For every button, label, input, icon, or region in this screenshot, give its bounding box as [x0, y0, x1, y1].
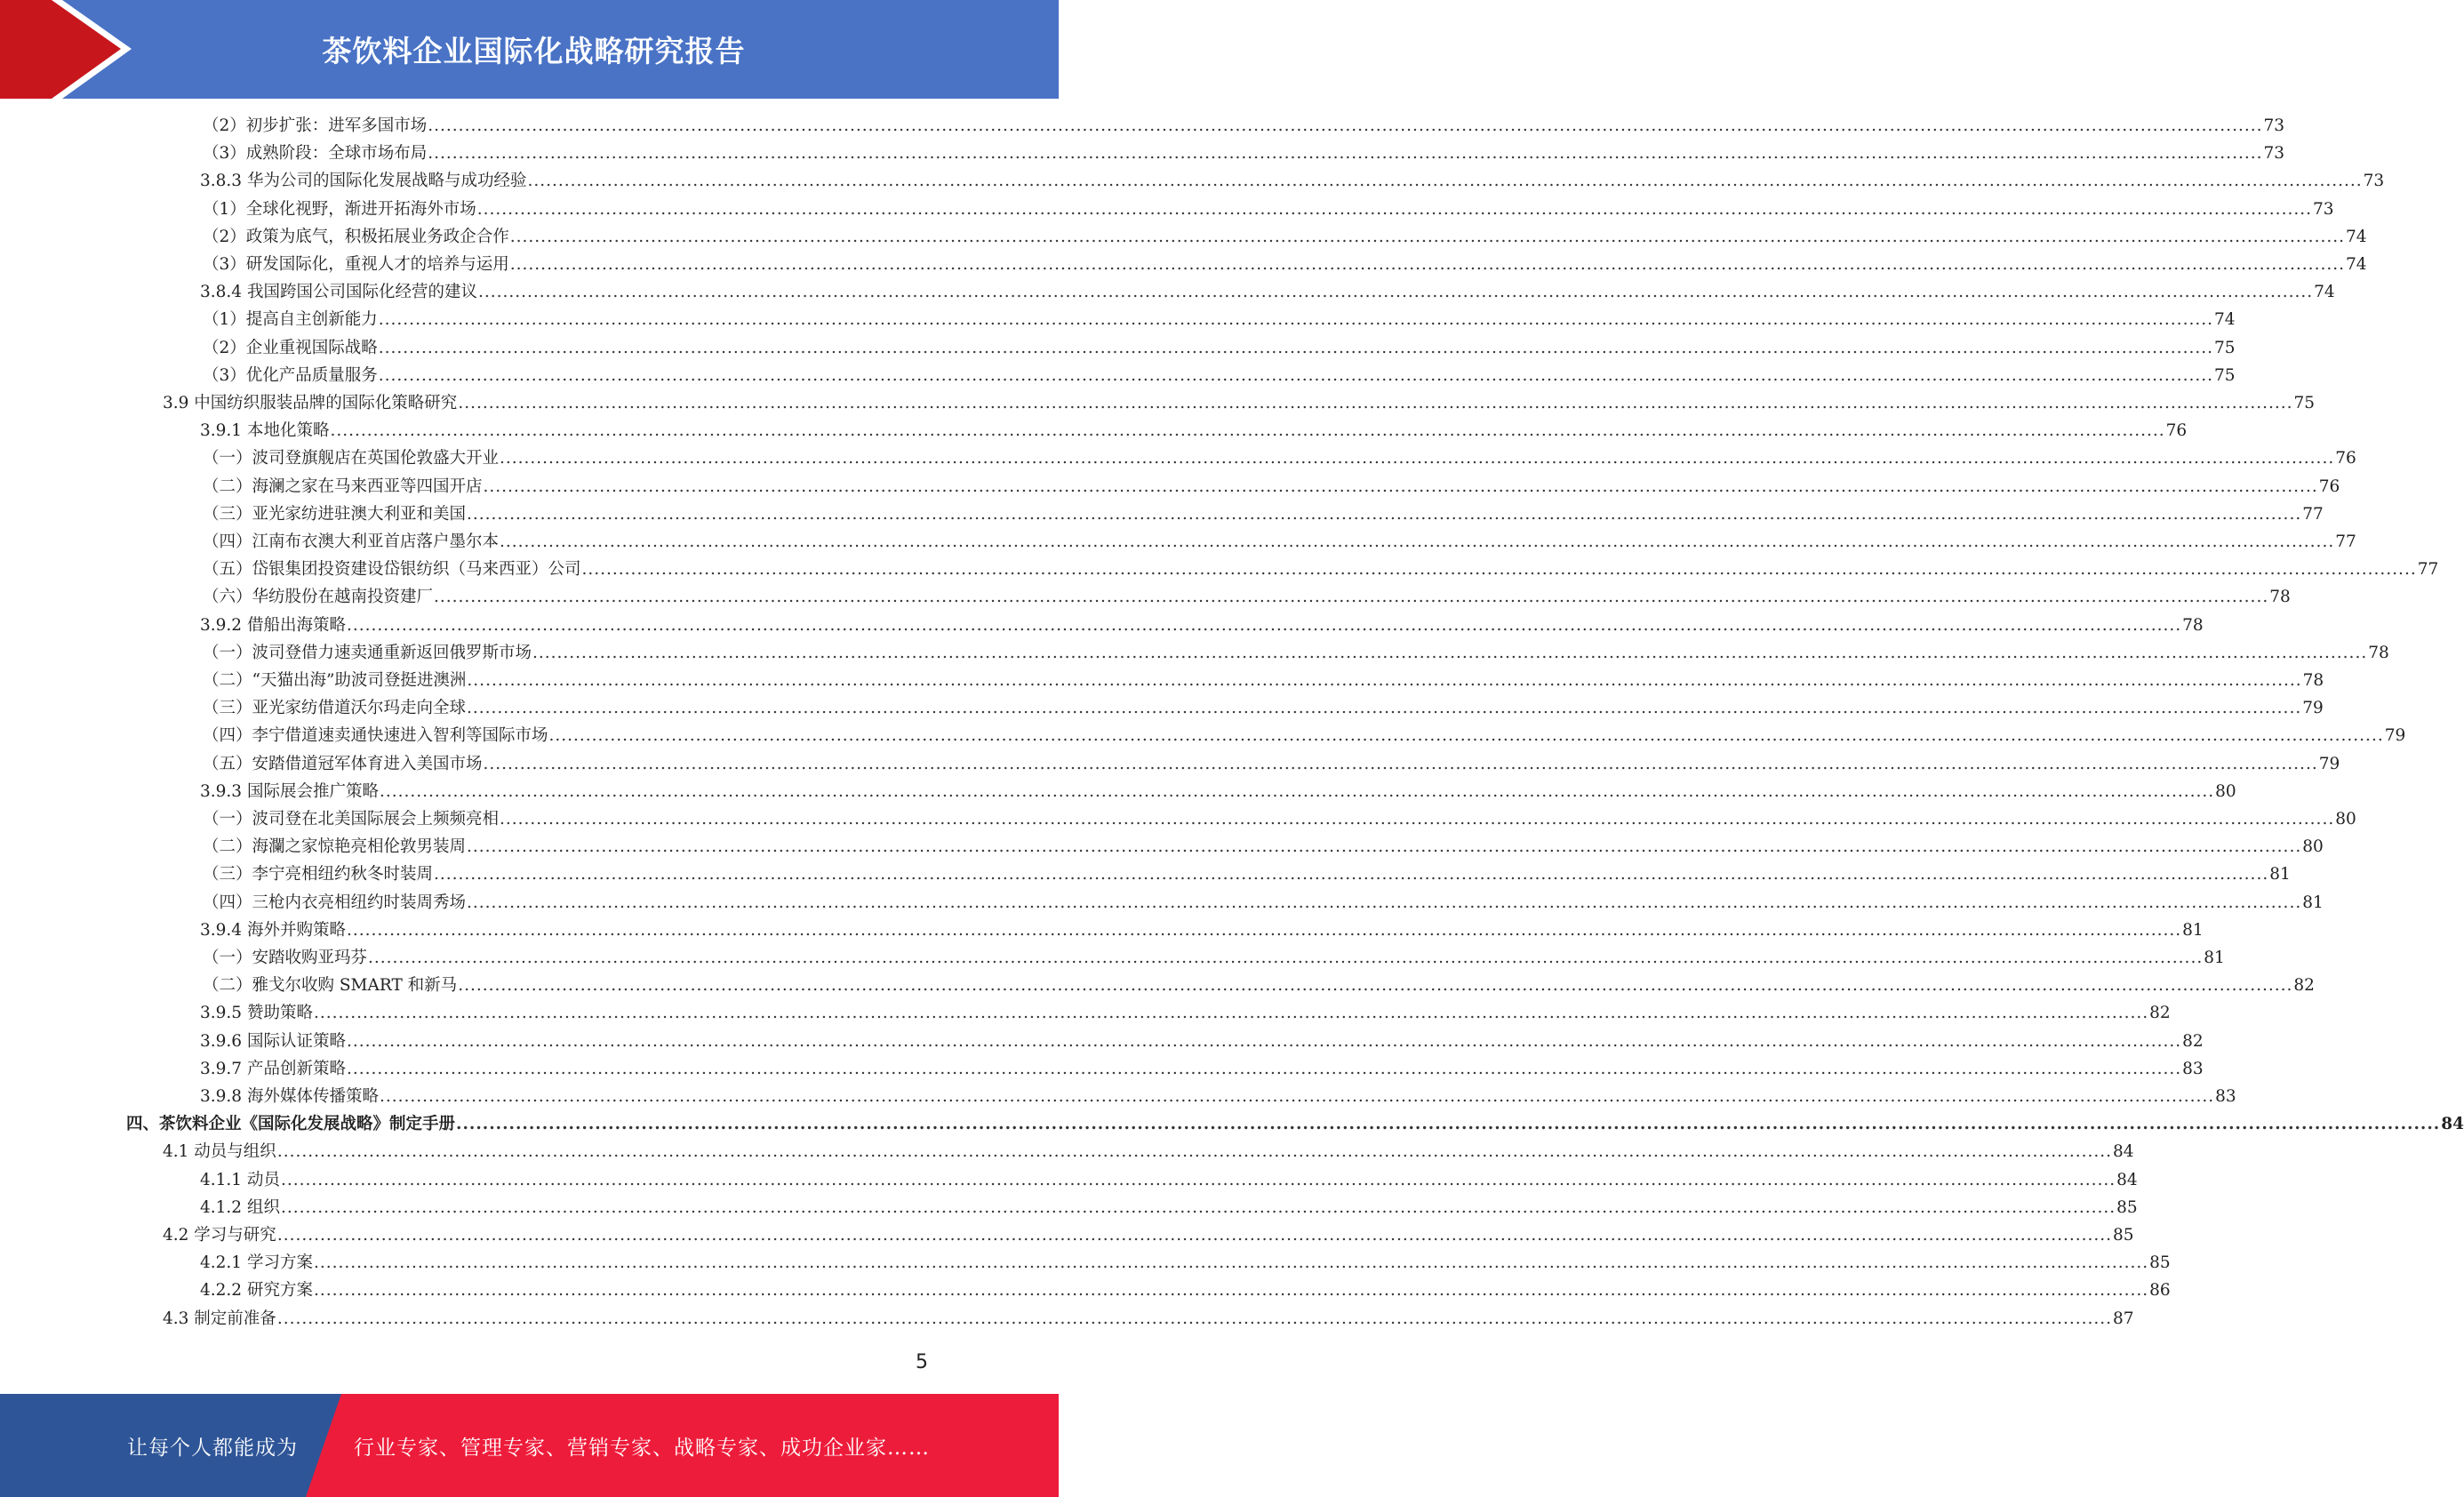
toc-leader-dots: ............................................................................................................................................................................................................................................................................................................: [477, 283, 2314, 301]
toc-leader-dots: ............................................................................................................................................................................................................................................................................................................: [313, 1004, 2149, 1022]
toc-leader-dots: ............................................................................................................................................................................................................................................................................................................: [346, 1032, 2182, 1051]
toc-leader-dots: ............................................................................................................................................................................................................................................................................................................: [330, 421, 2165, 440]
toc-entry-label: （六）华纺股份在越南投资建厂: [203, 588, 434, 606]
toc-leader-dots: ............................................................................................................................................................................................................................................................................................................: [532, 644, 2368, 662]
toc-entry-label: 3.9.5 赞助策略: [200, 1004, 313, 1022]
toc-entry-page: 86: [2149, 1281, 2171, 1300]
toc-entry-page: 80: [2215, 782, 2236, 801]
toc-entry-page: 75: [2213, 366, 2236, 385]
toc-entry[interactable]: [203, 834, 2324, 861]
toc-entry-label: （2）政策为底气，积极拓展业务政企合作: [203, 228, 509, 246]
toc-leader-dots: ............................................................................................................................................................................................................................................................................................................: [276, 1226, 2112, 1245]
page-header: [0, 0, 1059, 99]
toc-entry[interactable]: [200, 612, 2204, 640]
toc-entry[interactable]: [203, 695, 2324, 723]
toc-entry[interactable]: [200, 779, 2236, 806]
toc-entry[interactable]: [203, 529, 2356, 556]
toc-entry[interactable]: [163, 390, 2316, 418]
toc-entry[interactable]: [126, 1111, 2464, 1139]
toc-entry-label: （三）李宁亮相纽约秋冬时装周: [203, 865, 434, 884]
toc-entry[interactable]: [200, 1167, 2138, 1195]
toc-entry-label: （3）优化产品质量服务: [203, 366, 378, 385]
toc-entry-page: 82: [2149, 1004, 2171, 1022]
toc-entry-page: 79: [2302, 699, 2324, 717]
toc-entry-page: 75: [2213, 339, 2236, 357]
toc-leader-dots: ............................................................................................................................................................................................................................................................................................................: [280, 1171, 2116, 1189]
toc-entry-label: （四）江南布衣澳大利亚首店落户墨尔本: [203, 532, 500, 551]
toc-entry-page: 74: [2213, 310, 2236, 329]
toc-entry-label: 3.9.8 海外媒体传播策略: [200, 1087, 379, 1106]
toc-leader-dots: ............................................................................................................................................................................................................................................................................................................: [428, 144, 2263, 163]
toc-leader-dots: ............................................................................................................................................................................................................................................................................................................: [276, 1142, 2112, 1161]
toc-entry[interactable]: [203, 973, 2315, 1000]
toc-entry[interactable]: [200, 279, 2335, 307]
toc-entry-page: 76: [2335, 449, 2356, 468]
toc-leader-dots: ............................................................................................................................................................................................................................................................................................................: [500, 449, 2335, 468]
toc-entry[interactable]: [200, 1084, 2236, 1111]
toc-entry-page: 77: [2302, 505, 2324, 524]
toc-leader-dots: ............................................................................................................................................................................................................................................................................................................: [378, 366, 2213, 385]
toc-leader-dots: ............................................................................................................................................................................................................................................................................................................: [313, 1253, 2149, 1272]
toc-entry-page: 79: [2384, 726, 2406, 745]
toc-leader-dots: ............................................................................................................................................................................................................................................................................................................: [458, 976, 2293, 995]
toc-entry-label: 4.1.1 动员: [200, 1171, 280, 1189]
toc-entry-label: 3.9.1 本地化策略: [200, 421, 330, 440]
toc-entry-label: 3.8.4 我国跨国公司国际化经营的建议: [200, 283, 477, 301]
toc-entry[interactable]: [200, 1195, 2138, 1222]
toc-entry-label: （2）初步扩张：进军多国市场: [203, 116, 428, 135]
toc-entry-page: 81: [2182, 921, 2204, 940]
toc-entry-label: 3.9.7 产品创新策略: [200, 1060, 346, 1078]
toc-entry[interactable]: [200, 168, 2385, 196]
toc-entry-label: 四、茶饮料企业《国际化发展战略》制定手册: [126, 1115, 456, 1133]
toc-entry-page: 85: [2149, 1253, 2171, 1272]
toc-entry-page: 81: [2269, 865, 2291, 884]
report-title: 茶饮料企业国际化战略研究报告: [322, 34, 746, 68]
toc-leader-dots: ............................................................................................................................................................................................................................................................................................................: [467, 671, 2302, 690]
toc-entry-label: 3.8.3 华为公司的国际化发展战略与成功经验: [200, 172, 527, 190]
toc-leader-dots: ............................................................................................................................................................................................................................................................................................................: [434, 865, 2269, 884]
toc-entry-label: （一）波司登在北美国际展会上频频亮相: [203, 810, 500, 829]
toc-entry-label: 3.9.4 海外并购策略: [200, 921, 346, 940]
toc-entry-page: 85: [2113, 1226, 2134, 1245]
toc-entry[interactable]: [203, 861, 2291, 889]
toc-entry-label: （二）“天猫出海”助波司登挺进澳洲: [203, 671, 467, 690]
toc-entry-page: 77: [2417, 560, 2439, 579]
toc-entry-label: （三）亚光家纺进驻澳大利亚和美国: [203, 505, 467, 524]
toc-entry-page: 76: [2318, 477, 2340, 496]
toc-entry[interactable]: [163, 1306, 2134, 1333]
page-number: 5: [916, 1351, 928, 1373]
toc-entry[interactable]: [203, 196, 2334, 224]
toc-entry[interactable]: [203, 723, 2406, 750]
toc-entry-label: 4.3 制定前准备: [163, 1309, 276, 1328]
toc-entry-page: 82: [2182, 1032, 2204, 1051]
toc-entry-page: 84: [2441, 1115, 2464, 1133]
toc-entry-page: 73: [2263, 116, 2285, 135]
toc-entry-label: 4.1 动员与组织: [163, 1142, 276, 1161]
toc-entry[interactable]: [200, 1000, 2171, 1028]
toc-entry-label: （一）波司登旗舰店在英国伦敦盛大开业: [203, 449, 500, 468]
toc-leader-dots: ............................................................................................................................................................................................................................................................................................................: [368, 949, 2204, 967]
toc-entry-label: 4.2 学习与研究: [163, 1226, 276, 1245]
toc-leader-dots: ............................................................................................................................................................................................................................................................................................................: [379, 782, 2215, 801]
toc-entry-page: 73: [2263, 144, 2285, 163]
toc-entry-page: 74: [2314, 283, 2335, 301]
toc-leader-dots: ............................................................................................................................................................................................................................................................................................................: [428, 116, 2263, 135]
toc-leader-dots: ............................................................................................................................................................................................................................................................................................................: [378, 310, 2213, 329]
toc-entry-label: （五）岱银集团投资建设岱银纺织（马来西亚）公司: [203, 560, 581, 579]
toc-entry-label: （2）企业重视国际战略: [203, 339, 378, 357]
toc-entry[interactable]: [203, 584, 2291, 612]
toc-entry-label: （一）安踏收购亚玛芬: [203, 949, 368, 967]
toc-entry-label: （1）全球化视野，渐进开拓海外市场: [203, 200, 476, 219]
toc-entry-label: 3.9.3 国际展会推广策略: [200, 782, 379, 801]
toc-entry-page: 77: [2335, 532, 2356, 551]
toc-leader-dots: ............................................................................................................................................................................................................................................................................................................: [500, 810, 2335, 829]
toc-entry-label: （四）三枪内衣亮相纽约时装周秀场: [203, 893, 467, 912]
toc-leader-dots: ............................................................................................................................................................................................................................................................................................................: [467, 837, 2302, 856]
toc-entry-page: 82: [2293, 976, 2315, 995]
toc-entry-label: 3.9.2 借船出海策略: [200, 616, 346, 635]
toc-entry-page: 74: [2345, 228, 2367, 246]
toc-entry-label: 4.1.2 组织: [200, 1198, 280, 1217]
toc-entry[interactable]: [200, 1029, 2204, 1056]
toc-entry-page: 80: [2335, 810, 2356, 829]
toc-leader-dots: ............................................................................................................................................................................................................................................................................................................: [476, 200, 2312, 219]
toc-leader-dots: ............................................................................................................................................................................................................................................................................................................: [458, 394, 2293, 412]
toc-entry-label: 4.2.2 研究方案: [200, 1281, 313, 1300]
toc-entry-label: （三）亚光家纺借道沃尔玛走向全球: [203, 699, 467, 717]
toc-leader-dots: ............................................................................................................................................................................................................................................................................................................: [467, 699, 2302, 717]
toc-entry[interactable]: [203, 335, 2236, 363]
toc-entry[interactable]: [200, 1250, 2171, 1277]
toc-entry-page: 78: [2368, 644, 2389, 662]
page-footer: [0, 1394, 1059, 1497]
toc-leader-dots: ............................................................................................................................................................................................................................................................................................................: [527, 172, 2363, 190]
toc-leader-dots: ............................................................................................................................................................................................................................................................................................................: [313, 1281, 2149, 1300]
toc-leader-dots: ............................................................................................................................................................................................................................................................................................................: [483, 477, 2318, 496]
toc-entry-label: 3.9.6 国际认证策略: [200, 1032, 346, 1051]
toc-entry[interactable]: [203, 945, 2225, 973]
toc-leader-dots: ............................................................................................................................................................................................................................................................................................................: [581, 560, 2417, 579]
footer-slogan-right: 行业专家、管理专家、营销专家、战略专家、成功企业家……: [354, 1436, 930, 1460]
toc-entry-label: 4.2.1 学习方案: [200, 1253, 313, 1272]
toc-entry-page: 80: [2302, 837, 2324, 856]
toc-leader-dots: ............................................................................................................................................................................................................................................................................................................: [500, 532, 2335, 551]
toc-entry[interactable]: [203, 445, 2356, 473]
toc-entry[interactable]: [203, 890, 2324, 917]
toc-entry-page: 73: [2312, 200, 2334, 219]
toc-entry-page: 84: [2113, 1142, 2134, 1161]
toc-entry[interactable]: [203, 363, 2236, 390]
toc-entry[interactable]: [203, 806, 2356, 834]
toc-entry-page: 78: [2269, 588, 2291, 606]
toc-entry-page: 75: [2293, 394, 2316, 412]
toc-leader-dots: ............................................................................................................................................................................................................................................................................................................: [346, 616, 2182, 635]
toc-leader-dots: ............................................................................................................................................................................................................................................................................................................: [456, 1115, 2441, 1133]
toc-leader-dots: ............................................................................................................................................................................................................................................................................................................: [483, 755, 2318, 773]
toc-leader-dots: ............................................................................................................................................................................................................................................................................................................: [467, 505, 2302, 524]
toc-entry-label: （1）提高自主创新能力: [203, 310, 378, 329]
toc-leader-dots: ............................................................................................................................................................................................................................................................................................................: [346, 1060, 2182, 1078]
toc-leader-dots: ............................................................................................................................................................................................................................................................................................................: [509, 255, 2345, 274]
toc-entry-label: （二）海澜之家在马来西亚等四国开店: [203, 477, 483, 496]
toc-entry-page: 74: [2345, 255, 2367, 274]
toc-entry-page: 87: [2113, 1309, 2134, 1328]
toc-entry-page: 79: [2318, 755, 2340, 773]
toc-entry[interactable]: [203, 501, 2324, 529]
toc-leader-dots: ............................................................................................................................................................................................................................................................................................................: [467, 893, 2302, 912]
toc-entry-label: 3.9 中国纺织服装品牌的国际化策略研究: [163, 394, 458, 412]
toc-entry-label: （3）研发国际化，重视人才的培养与运用: [203, 255, 509, 274]
toc-entry-page: 76: [2165, 421, 2188, 440]
toc-entry-page: 78: [2302, 671, 2324, 690]
toc-entry-page: 85: [2116, 1198, 2138, 1217]
toc-entry[interactable]: [203, 113, 2285, 140]
toc-entry-page: 81: [2204, 949, 2225, 967]
toc-entry[interactable]: [200, 917, 2204, 945]
toc-leader-dots: ............................................................................................................................................................................................................................................................................................................: [379, 1087, 2215, 1106]
toc-leader-dots: ............................................................................................................................................................................................................................................................................................................: [346, 921, 2182, 940]
toc-entry-label: （二）雅戈尔收购 SMART 和新马: [203, 976, 458, 995]
toc-entry-page: 78: [2182, 616, 2204, 635]
toc-entry-label: （二）海瀾之家惊艳亮相伦敦男装周: [203, 837, 467, 856]
toc-leader-dots: ............................................................................................................................................................................................................................................................................................................: [548, 726, 2384, 745]
toc-entry[interactable]: [203, 307, 2236, 334]
toc-entry-page: 73: [2363, 172, 2385, 190]
toc-entry[interactable]: [203, 224, 2367, 252]
toc-entry-page: 83: [2215, 1087, 2236, 1106]
toc-leader-dots: ............................................................................................................................................................................................................................................................................................................: [509, 228, 2345, 246]
toc-entry[interactable]: [203, 751, 2340, 779]
toc-leader-dots: ............................................................................................................................................................................................................................................................................................................: [434, 588, 2269, 606]
footer-slogan-left: 让每个人都能成为: [127, 1436, 298, 1460]
toc-entry-label: （四）李宁借道速卖通快速进入智利等国际市场: [203, 726, 548, 745]
toc-entry-label: （一）波司登借力速卖通重新返回俄罗斯市场: [203, 644, 532, 662]
toc-entry[interactable]: [163, 1222, 2134, 1250]
toc-leader-dots: ............................................................................................................................................................................................................................................................................................................: [378, 339, 2213, 357]
toc-entry-page: 83: [2182, 1060, 2204, 1078]
toc-entry[interactable]: [200, 1056, 2204, 1084]
toc-leader-dots: ............................................................................................................................................................................................................................................................................................................: [276, 1309, 2112, 1328]
toc-entry[interactable]: [203, 474, 2340, 501]
toc-entry[interactable]: [203, 668, 2324, 695]
toc-entry[interactable]: [200, 1277, 2171, 1305]
toc-entry[interactable]: [200, 418, 2188, 445]
toc-entry-label: （3）成熟阶段：全球市场布局: [203, 144, 428, 163]
toc-entry[interactable]: [203, 140, 2285, 168]
toc-entry[interactable]: [203, 252, 2367, 279]
toc-entry[interactable]: [203, 556, 2439, 584]
toc-entry-page: 84: [2116, 1171, 2138, 1189]
toc-leader-dots: ............................................................................................................................................................................................................................................................................................................: [280, 1198, 2116, 1217]
toc-entry-page: 81: [2302, 893, 2324, 912]
toc-entry[interactable]: [163, 1139, 2134, 1166]
toc-entry-label: （五）安踏借道冠军体育进入美国市场: [203, 755, 483, 773]
toc-entry[interactable]: [203, 640, 2389, 668]
